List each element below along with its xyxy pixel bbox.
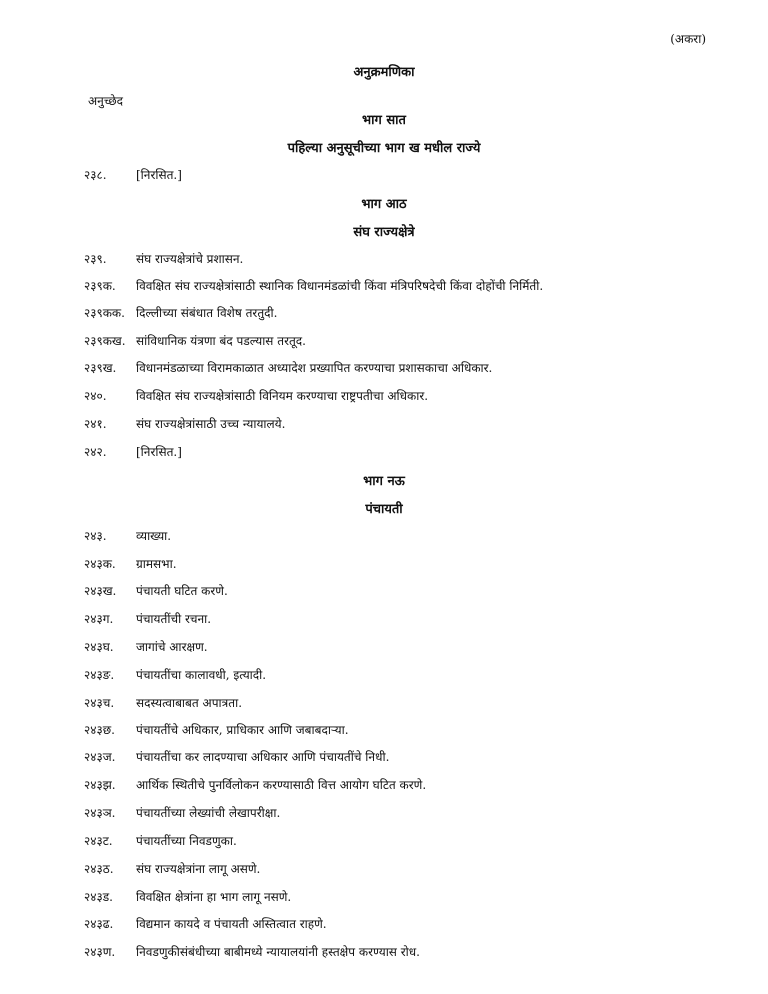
article-entry xyxy=(84,166,182,183)
article-entry xyxy=(84,666,266,683)
article-entry xyxy=(84,582,228,599)
article-entry xyxy=(84,415,285,432)
article-title: विवक्षित क्षेत्रांना हा भाग लागू नसणे. xyxy=(136,890,292,904)
article-title: संघ राज्यक्षेत्रांसाठी उच्च न्यायालये. xyxy=(136,417,286,431)
article-entry xyxy=(84,748,389,765)
article-entry xyxy=(84,776,426,793)
article-title: विवक्षित संघ राज्यक्षेत्रांसाठी स्थानिक विधानमंडळांची किंवा मंत्रिपरिषदेची किंवा दोहोंची निर्मिती. xyxy=(136,279,544,293)
article-number: २४३घ. xyxy=(84,640,114,654)
article-number: २३९. xyxy=(84,252,107,266)
article-title: निवडणुकीसंबंधीच्या बाबीमध्ये न्यायालयांनी हस्तक्षेप करण्यास रोध. xyxy=(136,945,420,959)
article-number: २४३ञ. xyxy=(84,806,116,820)
article-entry xyxy=(84,860,260,877)
article-title: पंचायतींचे अधिकार, प्राधिकार आणि जबाबदाऱ्या. xyxy=(136,723,349,737)
article-title: सदस्यत्वाबाबत अपात्रता. xyxy=(136,696,243,710)
article-title: व्याख्या. xyxy=(136,529,172,543)
article-title: पंचायतींचा कालावधी, इत्यादी. xyxy=(136,668,267,682)
article-number: २३९क. xyxy=(84,279,116,293)
article-number: २३९कख. xyxy=(84,334,126,348)
article-entry xyxy=(84,443,182,460)
article-number: २४३झ. xyxy=(84,778,116,792)
article-number: २४३ज. xyxy=(84,750,116,764)
article-entry xyxy=(84,888,291,905)
article-entry xyxy=(84,387,428,404)
article-number: २४०. xyxy=(84,389,107,403)
column-label: अनुच्छेद xyxy=(88,94,124,108)
article-title: पंचायतींची रचना. xyxy=(136,612,212,626)
article-number: २४३ठ. xyxy=(84,862,114,876)
article-title: सांविधानिक यंत्रणा बंद पडल्यास तरतूद. xyxy=(136,334,306,348)
article-entry xyxy=(84,832,237,849)
article-title: आर्थिक स्थितीचे पुनर्विलोकन करण्यासाठी वित्त आयोग घटित करणे. xyxy=(136,778,427,792)
article-number: २४३छ. xyxy=(84,723,115,737)
article-entry xyxy=(84,555,177,572)
article-entry xyxy=(84,804,280,821)
article-title: ग्रामसभा. xyxy=(136,557,177,571)
article-entry xyxy=(84,638,208,655)
article-entry xyxy=(84,332,306,349)
article-number: २४३क. xyxy=(84,557,116,571)
article-entry xyxy=(84,721,349,738)
article-number: २४२. xyxy=(84,445,107,459)
article-number: २४३ख. xyxy=(84,584,117,598)
article-number: २३९कक. xyxy=(84,306,125,320)
part-7-label: भाग सात xyxy=(362,113,406,128)
article-number: २४३ण. xyxy=(84,945,116,959)
article-title: पंचायतींच्या निवडणुका. xyxy=(136,834,237,848)
article-title: विद्यमान कायदे व पंचायती अस्तित्वात राहणे. xyxy=(136,917,327,931)
article-entry xyxy=(84,694,242,711)
part-9-title: पंचायती xyxy=(365,502,403,517)
article-entry xyxy=(84,250,243,267)
part-8-label: भाग आठ xyxy=(361,197,407,212)
page-title: अनुक्रमणिका xyxy=(353,65,415,80)
article-entry xyxy=(84,915,327,932)
article-number: २४३ढ. xyxy=(84,917,114,931)
article-number: २४३ड. xyxy=(84,890,113,904)
part-7-title: पहिल्या अनुसूचीच्या भाग ख मधील राज्ये xyxy=(287,141,481,156)
article-number: २४३ग. xyxy=(84,612,114,626)
article-number: २३९ख. xyxy=(84,361,117,375)
article-number: २४३ङ. xyxy=(84,668,115,682)
article-title: पंचायतींच्या लेख्यांची लेखापरीक्षा. xyxy=(136,806,281,820)
article-title: जागांचे आरक्षण. xyxy=(136,640,208,654)
article-entry xyxy=(84,610,211,627)
article-entry xyxy=(84,527,171,544)
article-title: दिल्लीच्या संबंधात विशेष तरतुदी. xyxy=(136,306,278,320)
article-title: विधानमंडळाच्या विरामकाळात अध्यादेश प्रख्यापित करण्याचा प्रशासकाचा अधिकार. xyxy=(136,361,493,375)
article-number: २४३च. xyxy=(84,696,115,710)
article-entry xyxy=(84,304,277,321)
article-number: २४१. xyxy=(84,417,107,431)
article-title: पंचायती घटित करणे. xyxy=(136,584,228,598)
article-title: संघ राज्यक्षेत्रांना लागू असणे. xyxy=(136,862,261,876)
article-entry xyxy=(84,277,543,294)
article-title: [निरसित.] xyxy=(136,445,182,459)
article-entry xyxy=(84,943,420,960)
article-title: [निरसित.] xyxy=(136,168,182,182)
part-9-label: भाग नऊ xyxy=(363,474,405,489)
page-number: (अकरा) xyxy=(670,32,706,46)
article-number: २३८. xyxy=(84,168,107,182)
article-number: २४३ट. xyxy=(84,834,113,848)
article-title: विवक्षित संघ राज्यक्षेत्रांसाठी विनियम करण्याचा राष्ट्रपतीचा अधिकार. xyxy=(136,389,429,403)
article-number: २४३. xyxy=(84,529,107,543)
article-title: पंचायतींचा कर लादण्याचा अधिकार आणि पंचायतींचे निधी. xyxy=(136,750,390,764)
part-8-title: संघ राज्यक्षेत्रे xyxy=(353,225,415,240)
article-title: संघ राज्यक्षेत्रांचे प्रशासन. xyxy=(136,252,244,266)
article-entry xyxy=(84,359,492,376)
